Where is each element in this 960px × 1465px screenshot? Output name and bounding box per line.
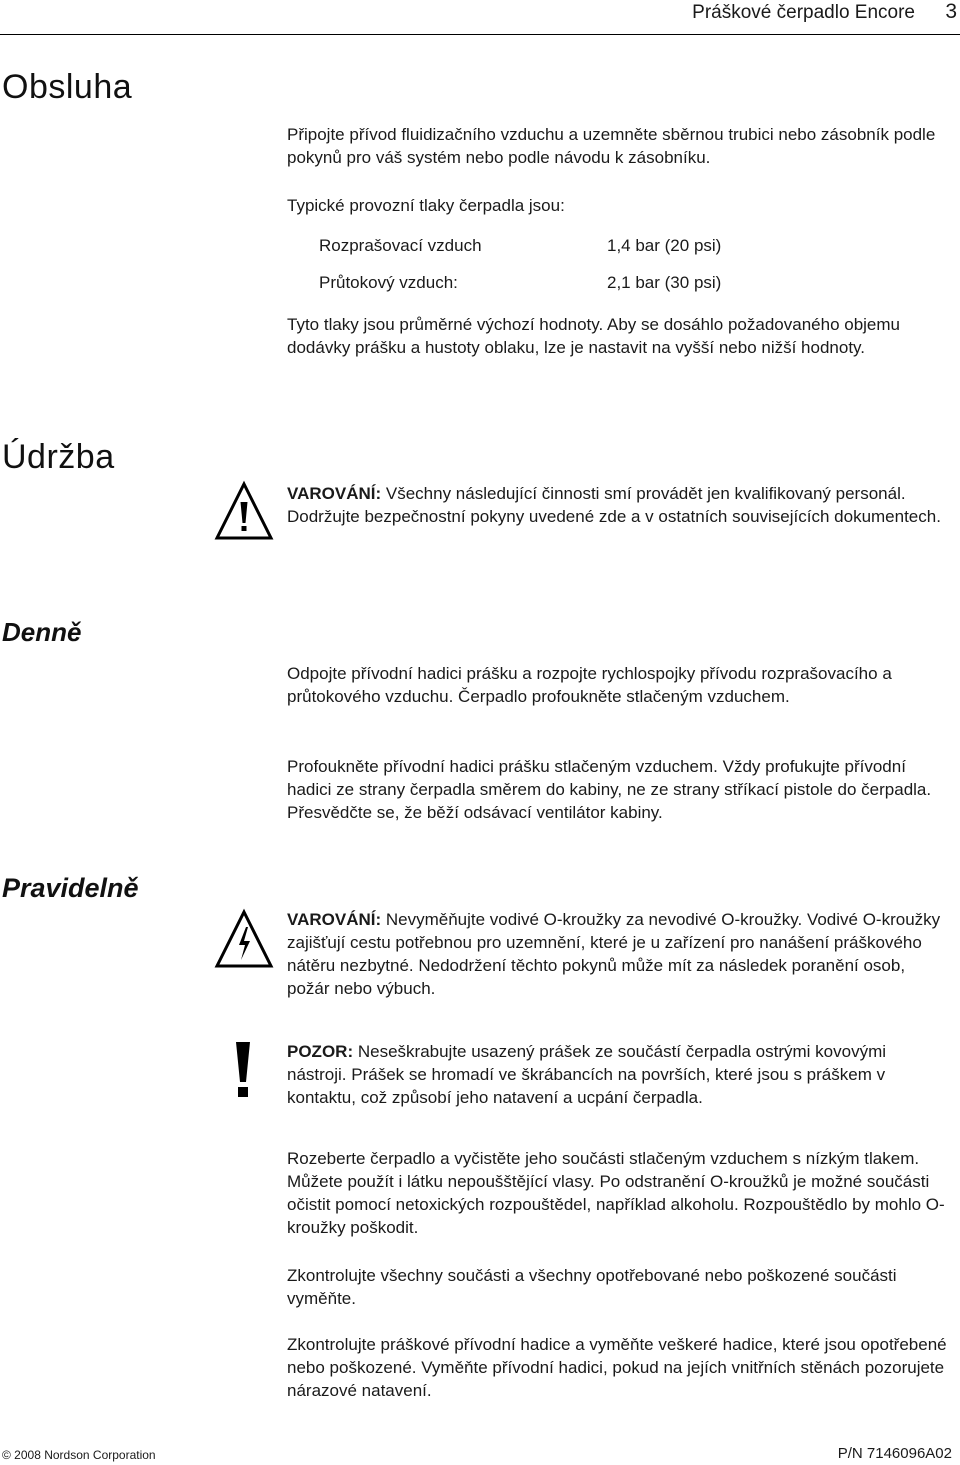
section-heading-denne: Denně — [2, 617, 82, 647]
section-heading-obsluha: Obsluha — [2, 68, 133, 106]
warning-label: VAROVÁNÍ: — [287, 484, 382, 503]
pravidelne-caution — [287, 1040, 947, 1109]
section-heading-pravidelne: Pravidelně — [2, 873, 139, 903]
denne-paragraph-1: Odpojte přívodní hadici prášku a rozpojte rychlospojky přívodu rozprašovacího a průtokového vzduchu. Čerpadlo profoukněte stlačeným vzduchem. — [287, 664, 892, 706]
section-heading-udrzba: Údržba — [2, 438, 115, 476]
electric-hazard-triangle-icon — [214, 908, 274, 970]
pressure-value-atomizing: 1,4 bar (20 psi) — [607, 236, 722, 255]
caution-text: Neseškrabujte usazený prášek ze součástí čerpadla ostrými kovovými nástroji. Prášek se hromadí ve škrábancích na površích, které jsou s práškem v kontaktu, což způsobí jeho natavení a ucpání čerpadla. — [287, 1042, 887, 1107]
page-number: 3 — [945, 0, 957, 23]
header-divider — [0, 34, 960, 35]
pressure-value-flow: 2,1 bar (30 psi) — [607, 273, 722, 292]
exclamation-triangle-icon — [214, 480, 274, 542]
warning-text: Nevyměňujte vodivé O-kroužky za nevodivé O-kroužky. Vodivé O-kroužky zajišťují cestu potřebnou pro uzemnění, které je u zařízení pro nanášení práškového nátěru nezbytné. Nedodržení těchto pokynů může mít za následek poranění osob, požár nebo výbuch. — [287, 910, 941, 998]
udrzba-warning — [287, 482, 947, 528]
obsluha-paragraph-2: Typické provozní tlaky čerpadla jsou: — [287, 196, 565, 215]
denne-paragraph-2: Profoukněte přívodní hadici prášku stlačeným vzduchem. Vždy profukujte přívodní hadici ze strany čerpadla směrem do kabiny, ne ze strany stříkací pistole do čerpadla. Přesvědčte se, že běží odsávací ventilátor kabiny. — [287, 757, 932, 822]
obsluha-paragraph-3: Tyto tlaky jsou průměrné výchozí hodnoty. Aby se dosáhlo požadovaného objemu dodávky prášku a hustoty oblaku, lze je nastavit na vyšší nebo nižší hodnoty. — [287, 315, 901, 357]
pravidelne-warning — [287, 908, 947, 1000]
pravidelne-paragraph-3: Zkontrolujte práškové přívodní hadice a vyměňte veškeré hadice, které jsou opotřebené nebo poškozené. Vyměňte přívodní hadici, pokud na jejích vnitřních stěnách pozorujete nárazové natavení. — [287, 1335, 947, 1400]
pressure-label-atomizing: Rozprašovací vzduch — [319, 236, 482, 255]
copyright-notice: © 2008 Nordson Corporation — [2, 1448, 156, 1462]
warning-label: VAROVÁNÍ: — [287, 910, 382, 929]
pravidelne-paragraph-2: Zkontrolujte všechny součásti a všechny opotřebované nebo poškozené součásti vyměňte. — [287, 1266, 897, 1308]
exclamation-mark-icon — [213, 1038, 273, 1100]
caution-label: POZOR: — [287, 1042, 354, 1061]
part-number: P/N 7146096A02 — [837, 1445, 952, 1462]
pressure-label-flow: Průtokový vzduch: — [319, 273, 458, 292]
warning-text: Všechny následující činnosti smí provádět jen kvalifikovaný personál. Dodržujte bezpečnostní pokyny uvedené zde a v ostatních souvisejících dokumentech. — [287, 484, 941, 526]
pravidelne-paragraph-1: Rozeberte čerpadlo a vyčistěte jeho součásti stlačeným vzduchem s nízkým tlakem. Můžete použít i látku nepoušštějící vlasy. Po odstranění O-kroužků je možné součásti očistit pomocí netoxických rozpouštědel, například alkoholu. Rozpouštědlo by mohlo O-kroužky poškodit. — [287, 1149, 945, 1237]
obsluha-paragraph-1: Připojte přívod fluidizačního vzduchu a uzemněte sběrnou trubici nebo zásobník podle pokynů pro váš systém nebo podle návodu k zásobníku. — [287, 125, 936, 167]
running-header-title: Práškové čerpadlo Encore — [692, 2, 915, 23]
